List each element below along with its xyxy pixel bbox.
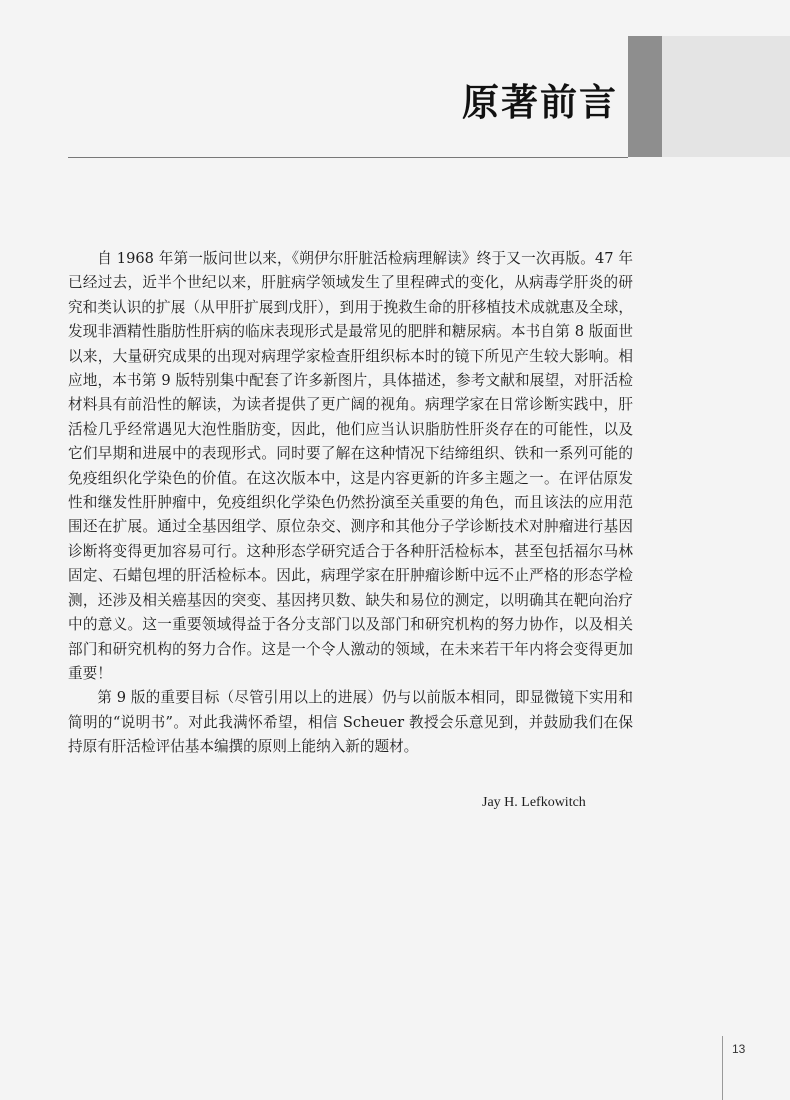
preface-body — [68, 247, 633, 760]
title-divider — [68, 157, 628, 158]
page-title: 原著前言 — [462, 81, 618, 124]
preface-paragraph-2: 第 9 版的重要目标（尽管引用以上的进展）仍与以前版本相同，即显微镜下实用和简明的“说明书”。对此我满怀希望，相信 Scheuer 教授会乐意见到，并鼓励我们在保持原有肝活检评估基本编撰的原则上能纳入新的题材。 — [68, 689, 633, 756]
header-accent-bar — [628, 36, 662, 157]
page-number: 13 — [732, 1042, 746, 1056]
footer-divider — [722, 1036, 723, 1100]
preface-paragraph-1: 自 1968 年第一版问世以来，《朔伊尔肝脏活检病理解读》终于又一次再版。47 年已经过去，近半个世纪以来，肝脏病学领域发生了里程碑式的变化，从病毒学肝炎的研究和类认识的扩展（从甲肝扩展到戊肝），到用于挽救生命的肝移植技术成就惠及全球，发现非酒精性脂肪性肝病的临床表现形式是最常见的肥胖和糖尿病。本书自第 8 版面世以来，大量研究成果的出现对病理学家检查肝组织标本时的镜下所见产生较大影响。相应地，本书第 9 版特别集中配套了许多新图片，具体描述，参考文献和展望，对肝活检材料具有前沿性的解读，为读者提供了更广阔的视角。病理学家在日常诊断实践中，肝活检几乎经常遇见大泡性脂肪变，因此，他们应当认识脂肪性肝炎存在的可能性，以及它们早期和进展中的表现形式。同时要了解在这种情况下结缔组织、铁和一系列可能的免疫组织化学染色的价值。在这次版本中，这是内容更新的许多主题之一。在评估原发性和继发性肝肿瘤中，免疫组织化学染色仍然扮演至关重要的角色，而且该法的应用范围还在扩展。通过全基因组学、原位杂交、测序和其他分子学诊断技术对肿瘤进行基因诊断将变得更加容易可行。这种形态学研究适合于各种肝活检标本，甚至包括福尔马林固定、石蜡包埋的肝活检标本。因此，病理学家在肝肿瘤诊断中远不止严格的形态学检测，还涉及相关癌基因的突变、基因拷贝数、缺失和易位的测定，以明确其在靶向治疗中的意义。这一重要领域得益于各分支部门以及部门和研究机构的努力协作，以及相关部门和研究机构的努力合作。这是一个令人激动的领域，在未来若干年内将会变得更加重要！ — [68, 250, 633, 682]
author-signature: Jay H. Lefkowitch — [482, 795, 586, 810]
header-accent-panel — [662, 36, 790, 157]
